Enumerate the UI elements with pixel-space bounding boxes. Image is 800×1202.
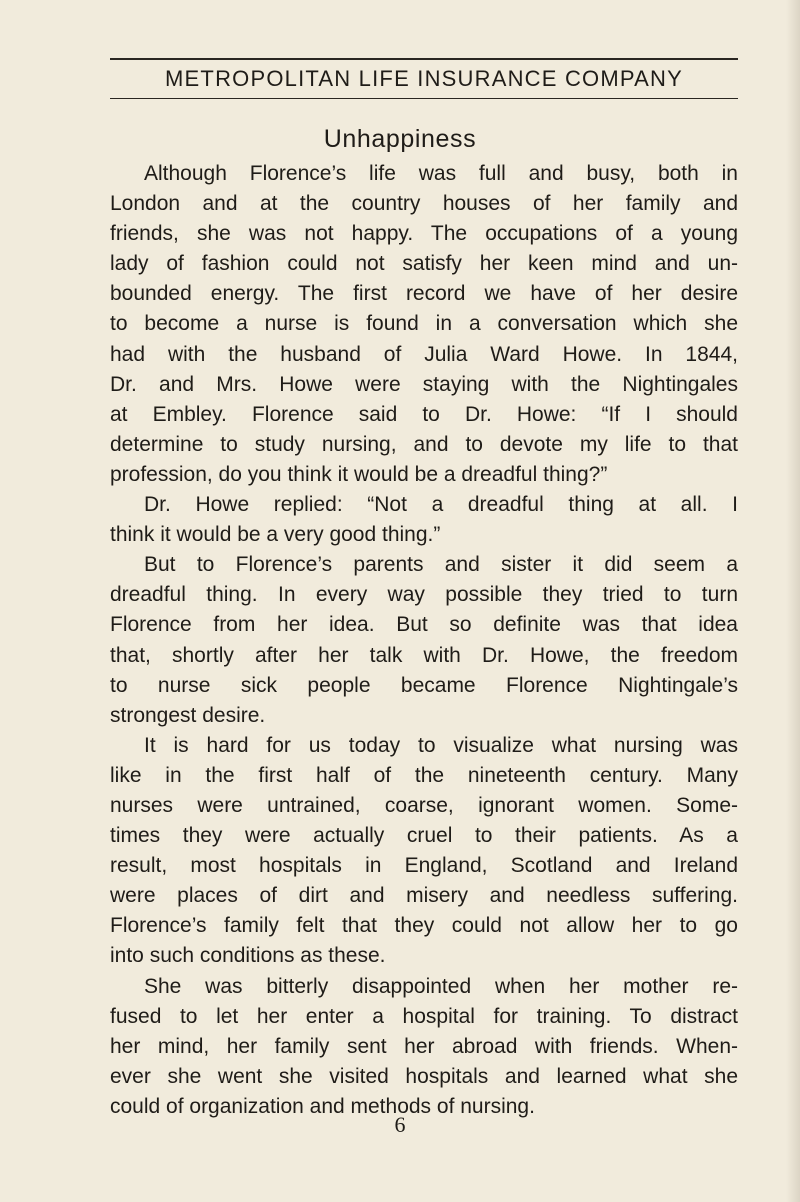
text-line: She was bitterly disappointed when her mother re- [144, 974, 738, 998]
text-line: friends, she was not happy. The occupations of a young [110, 222, 738, 246]
header-rule-bottom [110, 98, 738, 99]
text-line: London and at the country houses of her family and [110, 192, 738, 216]
page-edge-shadow [786, 0, 800, 1202]
text-line: Florence from her idea. But so definite was that idea [110, 613, 738, 637]
text-line: ever she went she visited hospitals and learned what she [110, 1064, 738, 1088]
text-line: fused to let her enter a hospital for training. To distract [110, 1004, 738, 1028]
text-line: were places of dirt and misery and needless suffering. [110, 884, 738, 908]
header-rule-top [110, 58, 738, 60]
text-line: lady of fashion could not satisfy her keen mind and un- [110, 252, 738, 276]
page-number: 6 [394, 1112, 406, 1137]
text-line: that, shortly after her talk with Dr. Howe, the freedom [110, 643, 738, 667]
text-line: profession, do you think it would be a dreadful thing?” [110, 462, 608, 486]
running-title: METROPOLITAN LIFE INSURANCE COMPANY [165, 66, 683, 91]
running-header [110, 58, 738, 99]
text-line: like in the first half of the nineteenth century. Many [110, 763, 738, 787]
text-line: dreadful thing. In every way possible they tried to turn [110, 583, 738, 607]
text-line: could of organization and methods of nursing. [110, 1094, 535, 1118]
text-line: into such conditions as these. [110, 944, 386, 968]
text-line: at Embley. Florence said to Dr. Howe: “If I should [110, 402, 738, 426]
text-line: determine to study nursing, and to devote my life to that [110, 432, 738, 456]
text-line: It is hard for us today to visualize what nursing was [144, 733, 738, 757]
text-line: Although Florence’s life was full and busy, both in [144, 162, 738, 185]
text-line: bounded energy. The first record we have of her desire [110, 282, 738, 306]
text-line: to nurse sick people became Florence Nightingale’s [110, 673, 738, 697]
text-line: nurses were untrained, coarse, ignorant women. Some- [110, 793, 738, 817]
text-line: result, most hospitals in England, Scotland and Ireland [110, 854, 738, 878]
text-line: her mind, her family sent her abroad with friends. When- [110, 1034, 738, 1058]
text-line: to become a nurse is found in a conversation which she [110, 312, 738, 336]
text-line: think it would be a very good thing.” [110, 523, 441, 547]
text-line: had with the husband of Julia Ward Howe. In 1844, [110, 342, 738, 366]
text-line: times they were actually cruel to their patients. As a [110, 824, 738, 848]
chapter-title: Unhappiness [323, 125, 477, 153]
body-text [110, 159, 738, 1122]
text-line: Dr. and Mrs. Howe were staying with the Nightingales [110, 372, 738, 396]
text-line: But to Florence’s parents and sister it did seem a [144, 553, 738, 577]
text-line: Florence’s family felt that they could not allow her to go [110, 914, 738, 938]
text-line: Dr. Howe replied: “Not a dreadful thing at all. I [144, 493, 738, 517]
text-line: strongest desire. [110, 703, 266, 727]
